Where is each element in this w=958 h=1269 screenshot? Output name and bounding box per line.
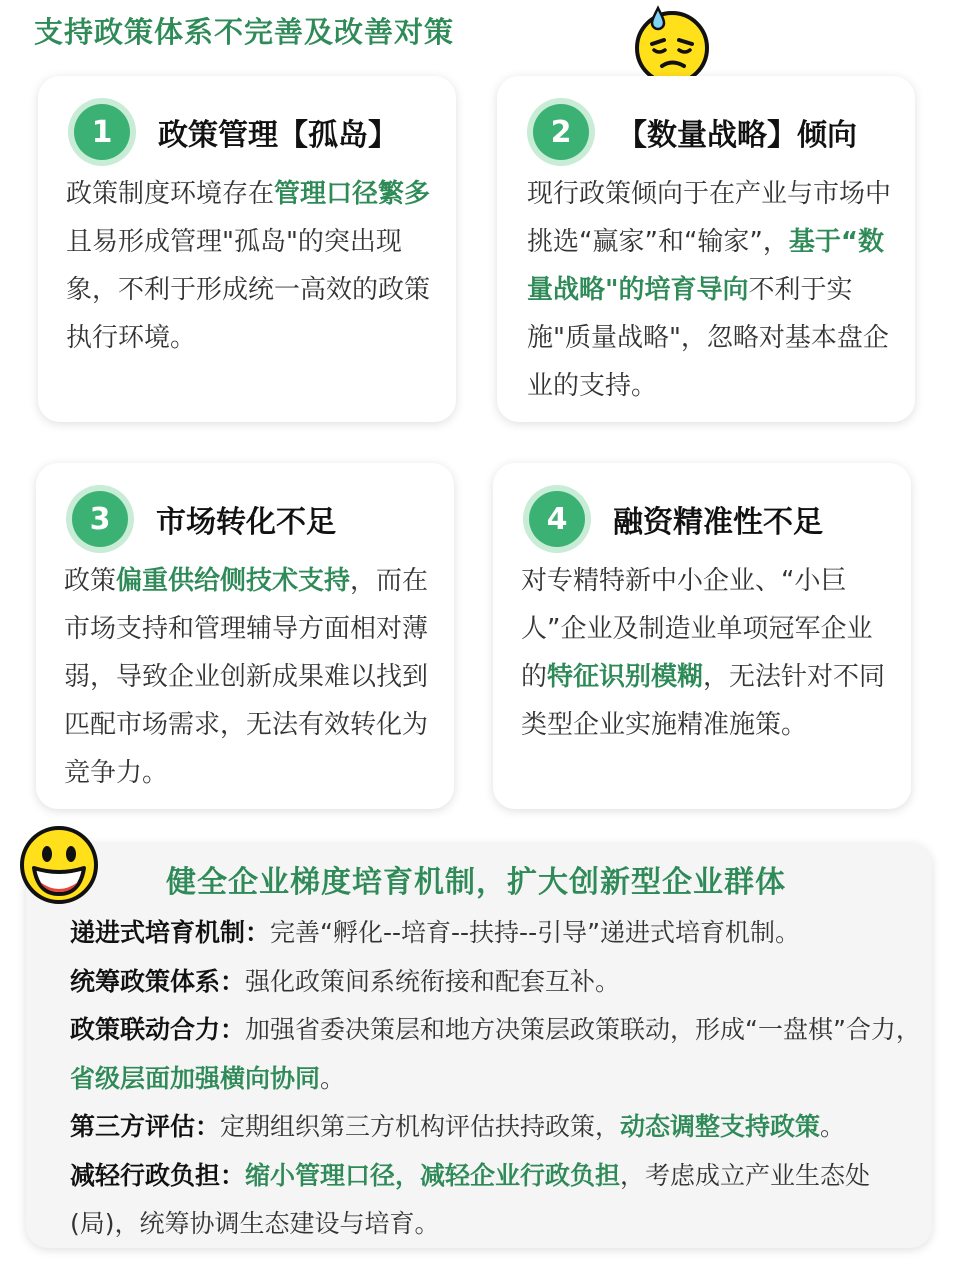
grinning-face-icon <box>18 824 100 906</box>
measure-text: 完善“孵化--培育--扶持--引导”递进式培育机制。 <box>270 918 801 947</box>
card-text: ，而在市场支持和管理辅导方面相对薄弱，导致企业创新成果难以找到匹配市场需求，无法有效转化为竞争力。 <box>64 566 429 788</box>
policy-card-1 <box>38 76 456 422</box>
card-body <box>64 557 436 797</box>
card-text: 政策 <box>64 566 117 596</box>
policy-card-2 <box>497 76 915 422</box>
measure-item <box>70 958 922 1007</box>
card-text: 且易形成管理"孤岛"的突出现象，不利于形成统一高效的政策执行环境。 <box>66 227 431 353</box>
measure-item <box>70 1103 922 1152</box>
step-number-badge: 1 <box>74 104 130 160</box>
measure-text: 加强省委决策层和地方决策层政策联动，形成“一盘棋”合力， <box>245 1015 921 1044</box>
step-number-badge: 4 <box>529 491 585 547</box>
policy-card-4 <box>493 463 911 809</box>
measures-panel <box>26 843 932 1248</box>
measure-label: 政策联动合力： <box>70 1015 246 1044</box>
sad-sweat-face-icon <box>632 4 712 86</box>
card-highlight: 基于“数量战略"的培育导向 <box>527 227 884 305</box>
card-text: 对专精特新中小企业、“小巨人”企业及制造业单项冠军企业的 <box>521 566 873 692</box>
measure-item <box>70 1152 922 1249</box>
measure-item <box>70 1006 922 1103</box>
page-title: 支持政策体系不完善及改善对策 <box>34 15 455 49</box>
measure-text: 。 <box>820 1112 846 1141</box>
card-title: 融资精准性不足 <box>613 505 823 540</box>
card-text: ，无法针对不同类型企业实施精准施策。 <box>521 662 886 740</box>
card-text: 现行政策倾向于在产业与市场中挑选“赢家”和“输家”， <box>527 179 892 257</box>
measure-highlight: 动态调整支持政策 <box>620 1112 821 1141</box>
step-number-badge: 2 <box>533 104 589 160</box>
measure-label: 减轻行政负担： <box>70 1160 246 1190</box>
measure-text: ，考虑成立产业生态处(局)，统筹协调生态建设与培育。 <box>70 1160 871 1238</box>
card-title: 市场转化不足 <box>156 505 336 540</box>
card-highlight: 管理口径繁多 <box>274 179 431 209</box>
measure-label: 第三方评估： <box>70 1112 221 1141</box>
measure-highlight: 省级层面加强横向协同 <box>70 1063 321 1093</box>
card-text: 不利于实施"质量战略"，忽略对基本盘企业的支持。 <box>527 275 889 401</box>
card-highlight: 特征识别模糊 <box>547 662 704 692</box>
policy-card-3 <box>36 463 454 809</box>
measure-text: 定期组织第三方机构评估扶持政策， <box>220 1112 621 1141</box>
measure-label: 递进式培育机制： <box>70 918 271 947</box>
card-title: 政策管理【孤岛】 <box>158 118 398 153</box>
card-title: 【数量战略】倾向 <box>617 118 857 153</box>
card-body <box>527 170 897 410</box>
card-text: 政策制度环境存在 <box>66 179 275 209</box>
measure-text: 强化政策间系统衔接和配套互补。 <box>245 966 621 996</box>
step-number-badge: 3 <box>72 491 128 547</box>
measure-text: 。 <box>320 1063 346 1093</box>
card-highlight: 偏重供给侧技术支持 <box>116 566 351 596</box>
measures-list <box>70 909 922 1249</box>
card-body <box>66 170 438 362</box>
measures-title: 健全企业梯度培育机制，扩大创新型企业群体 <box>166 865 786 900</box>
measure-label: 统筹政策体系： <box>70 966 246 996</box>
measure-item <box>70 909 922 958</box>
measure-highlight: 缩小管理口径，减轻企业行政负担 <box>245 1160 621 1190</box>
card-body <box>521 557 893 749</box>
